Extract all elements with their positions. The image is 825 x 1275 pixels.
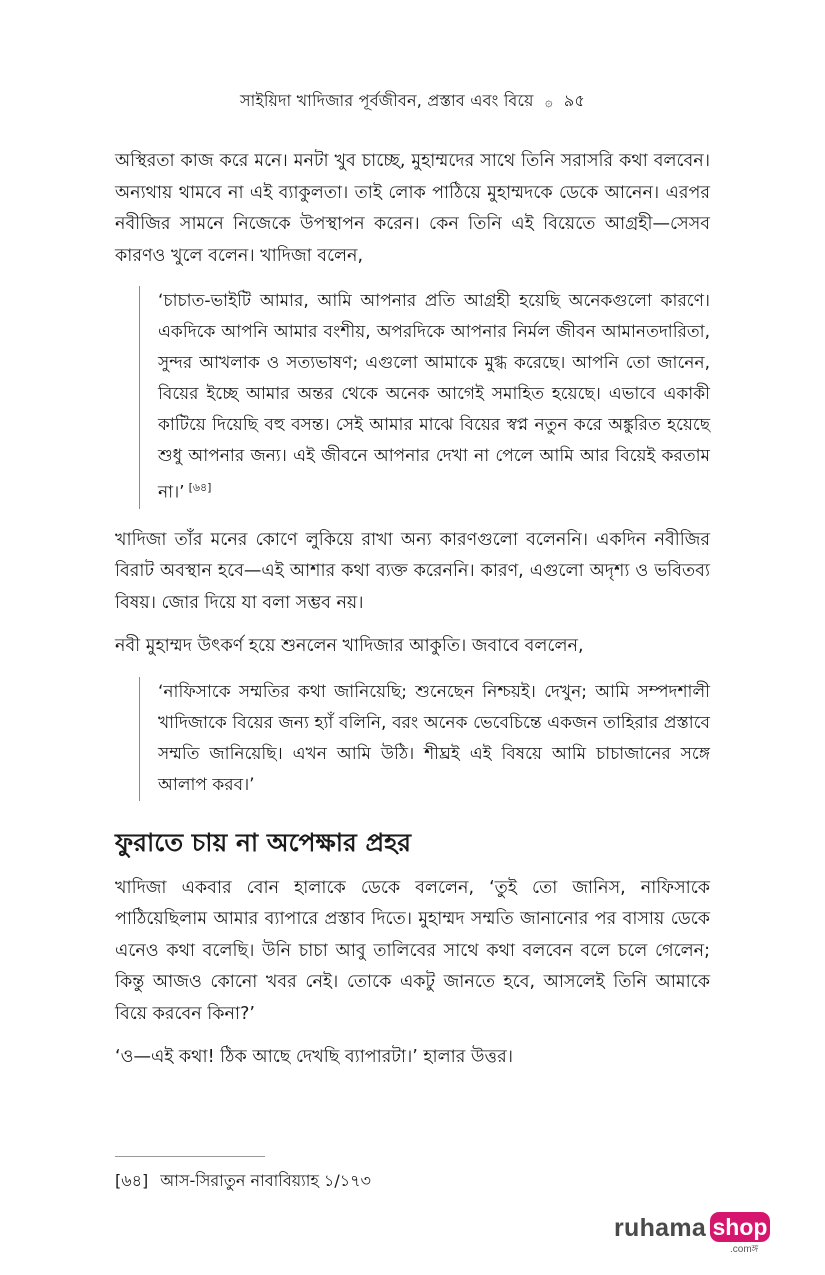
quote-2-text: ‘নাফিসাকে সম্মতির কথা জানিয়েছি; শুনেছেন নিশ্চয়ই। দেখুন; আমি সম্পদশালী খাদিজাকে বিয়ের জন্য হ্যাঁ বলিনি, বরং অনেক ভেবেচিন্তে একজন তাহিরার প্রস্তাবে সম্মতি জানিয়েছি। এখন আমি উঠি। শীঘ্রই এই বিষয়ে আমি চাচাজানের সঙ্গে আলাপ করব।’ — [158, 681, 710, 795]
header-title: সাইয়িদা খাদিজার পূর্বজীবন, প্রস্তাব এবং বিয়ে — [240, 91, 534, 110]
paragraph-2: খাদিজা তাঁর মনের কোণে লুকিয়ে রাখা অন্য কারণগুলো বলেননি। একদিন নবীজির বিরাট অবস্থান হবে—এই আশার কথা ব্যক্ত করেননি। কারণ, এগুলো অদৃশ্য ও ভবিতব্য বিষয়। জোর দিয়ে যা বলা সম্ভব নয়। — [115, 529, 710, 613]
footnote-text: আস-সিরাতুন নাবাবিয়্যাহ ১/১৭৩ — [160, 1171, 371, 1190]
quote-text — [158, 286, 710, 509]
paragraph-3: নবী মুহাম্মদ উৎকর্ণ হয়ে শুনলেন খাদিজার আকুতি। জবাবে বললেন, — [115, 636, 584, 657]
page-body — [115, 146, 710, 1086]
blockquote-prophet — [139, 677, 710, 801]
footnote-reference[interactable]: [৬৪] — [188, 481, 212, 494]
logo-domain: .comঙ্গ — [730, 1244, 759, 1255]
paragraph-1: অস্থিরতা কাজ করে মনে। মনটা খুব চাচ্ছে, মুহাম্মদের সাথে তিনি সরাসরি কথা বলবেন। অন্যথায় থামবে না এই ব্যাকুলতা। তাই লোক পাঠিয়ে মুহাম্মদকে ডেকে আনেন। এরপর নবীজির সামনে নিজেকে উপস্থাপন করেন। কেন তিনি এই বিয়েতে আগ্রহী—সেসব কারণও খুলে বলেন। খাদিজা বলেন, — [115, 151, 710, 266]
quote-1-text: ‘চাচাত-ভাইটি আমার, আমি আপনার প্রতি আগ্রহী হয়েছি অনেকগুলো কারণে। একদিকে আপনি আমার বংশীয়, অপরদিকে আপনার নির্মল জীবন আমানতদারিতা, সুন্দর আখলাক ও সত্যভাষণ; এগুলো আমাকে মুগ্ধ করেছে। আপনি তো জানেন, বিয়ের ইচ্ছে আমার অন্তর থেকে অনেক আগেই সমাহিত হয়েছে। এভাবে একাকী কাটিয়ে দিয়েছি বহু বসন্ত। সেই আমার মাঝে বিয়ের স্বপ্ন নতুন করে অঙ্কুরিত হয়েছে শুধু আপনার জন্য। এই জীবনে আপনার দেখা না পেলে আমি আর বিয়েই করতাম না।’ — [158, 291, 710, 503]
page-number: ৯৫ — [563, 91, 585, 110]
running-header — [0, 88, 825, 115]
section-heading: ফুরাতে চায় না অপেক্ষার প্রহর — [115, 827, 411, 857]
logo-shop-badge: shop — [710, 1212, 770, 1242]
blockquote-khadija — [139, 286, 710, 509]
paragraph-5: ‘ও—এই কথা! ঠিক আছে দেখছি ব্যাপারটা।’ হালার উত্তর। — [115, 1047, 513, 1068]
footnote-number: [৬৪] — [115, 1171, 149, 1190]
ruhamashop-logo — [614, 1210, 794, 1254]
footnote-divider — [115, 1156, 265, 1157]
header-ornament-icon: ۞ — [544, 95, 553, 110]
logo-wordmark: ruhama — [614, 1214, 707, 1242]
paragraph-4: খাদিজা একবার বোন হালাকে ডেকে বললেন, ‘তুই তো জানিস, নাফিসাকে পাঠিয়েছিলাম আমার ব্যাপারে প্রস্তাব দিতে। মুহাম্মদ সম্মতি জানানোর পর বাসায় ডেকে এনেও কথা বলেছি। উনি চাচা আবু তালিবের সাথে কথা বলবেন বলে চলে গেলেন; কিন্তু আজও কোনো খবর নেই। তোকে একটু জানতে হবে, আসলেই তিনি আমাকে বিয়ে করবেন কিনা?’ — [115, 877, 710, 1024]
footnote — [115, 1168, 371, 1194]
